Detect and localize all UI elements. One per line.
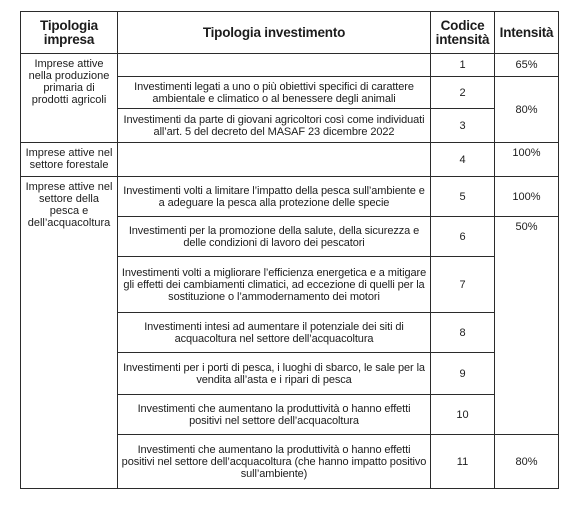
header-row bbox=[21, 12, 559, 54]
codice-cell: 4 bbox=[431, 143, 495, 177]
investimento-cell: Investimenti da parte di giovani agricoltori così come individuati all’art. 5 del decreto del MASAF 23 dicembre 2022 bbox=[118, 109, 431, 143]
codice-cell: 11 bbox=[431, 435, 495, 489]
codice-cell: 9 bbox=[431, 353, 495, 395]
codice-cell: 3 bbox=[431, 109, 495, 143]
codice-cell: 1 bbox=[431, 54, 495, 77]
investimento-cell: Investimenti intesi ad aumentare il potenziale dei siti di acquacoltura nel settore dell’acquacoltura bbox=[118, 313, 431, 353]
codice-cell: 6 bbox=[431, 217, 495, 257]
intensita-cell: 65% bbox=[495, 54, 559, 77]
codice-cell: 7 bbox=[431, 257, 495, 313]
codice-cell: 8 bbox=[431, 313, 495, 353]
table-row bbox=[21, 54, 559, 77]
table-row bbox=[21, 143, 559, 177]
codice-cell: 10 bbox=[431, 395, 495, 435]
codice-cell: 2 bbox=[431, 77, 495, 109]
intensita-cell: 80% bbox=[495, 77, 559, 143]
table-row bbox=[21, 177, 559, 217]
header-tipologia-impresa: Tipologia impresa bbox=[21, 12, 118, 54]
investment-intensity-table bbox=[20, 11, 559, 489]
intensita-cell: 100% bbox=[495, 177, 559, 217]
group-imprese-forestale: Imprese attive nel settore forestale bbox=[21, 143, 118, 177]
investimento-cell: Investimenti volti a migliorare l’efficienza energetica e a mitigare gli effetti dei cambiamenti climatici, ad eccezione di quelli per la sostituzione o l’ammodernamento dei motori bbox=[118, 257, 431, 313]
header-tipologia-investimento: Tipologia investimento bbox=[118, 12, 431, 54]
investimento-cell: Investimenti che aumentano la produttività o hanno effetti positivi nel settore dell’acquacoltura (che hanno impatto positivo sull’ambiente) bbox=[118, 435, 431, 489]
investimento-cell: Investimenti volti a limitare l’impatto della pesca sull’ambiente e a adeguare la pesca alla protezione delle specie bbox=[118, 177, 431, 217]
intensita-cell: 100% bbox=[495, 143, 559, 177]
intensita-cell: 50% bbox=[495, 217, 559, 435]
header-codice-intensita: Codice intensità bbox=[431, 12, 495, 54]
investimento-cell: Investimenti per i porti di pesca, i luoghi di sbarco, le sale per la vendita all’asta e i ripari di pesca bbox=[118, 353, 431, 395]
group-imprese-pesca: Imprese attive nel settore della pesca e dell’acquacoltura bbox=[21, 177, 118, 489]
intensita-cell: 80% bbox=[495, 435, 559, 489]
investimento-cell: Investimenti legati a uno o più obiettivi specifici di carattere ambientale e climatico o al benessere degli animali bbox=[118, 77, 431, 109]
codice-cell: 5 bbox=[431, 177, 495, 217]
investimento-cell bbox=[118, 54, 431, 77]
group-imprese-agricole: Imprese attive nella produzione primaria di prodotti agricoli bbox=[21, 54, 118, 143]
investimento-cell: Investimenti per la promozione della salute, della sicurezza e delle condizioni di lavoro dei pescatori bbox=[118, 217, 431, 257]
investimento-cell: Investimenti che aumentano la produttività o hanno effetti positivi nel settore dell’acquacoltura bbox=[118, 395, 431, 435]
investimento-cell bbox=[118, 143, 431, 177]
header-intensita: Intensità bbox=[495, 12, 559, 54]
